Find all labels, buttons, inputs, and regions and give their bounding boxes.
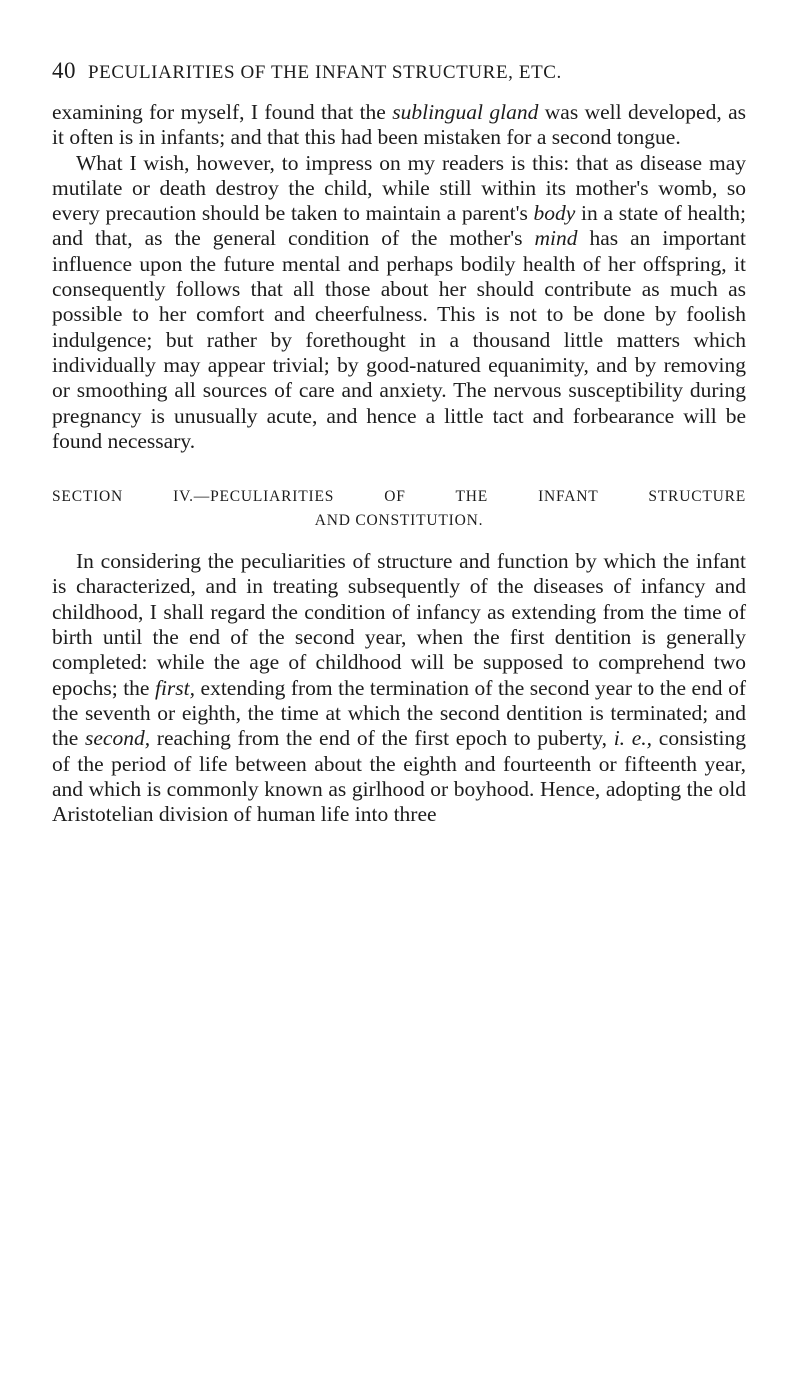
section-heading: [52, 485, 746, 533]
text-run: in a state of health; and that, as the general condition of the mother's: [52, 201, 746, 251]
italic-term: sublingual gland: [392, 100, 539, 124]
text-run: examining for myself, I found that the: [52, 100, 393, 124]
paragraph-3: [52, 549, 746, 827]
text-run: reaching from the end of the first epoch to puberty,: [150, 726, 614, 751]
italic-term: i. e.,: [613, 726, 653, 751]
running-head: [52, 58, 746, 84]
section-heading-line-1: SECTION IV.—PECULIARITIES OF THE INFANT STRUCTURE: [52, 488, 746, 506]
text-run: In considering the peculiarities of structure and function by which the infant is characterized, and in treating subsequently of the diseases of infancy and childhood, I shall regard the condition of infancy as extending from the time of birth until the end of the second year, when the first dentition is generally completed: while the age of childhood will be supposed to comprehend two epochs; the: [52, 549, 746, 700]
text-run: extending from the termination of the second year to the end of the seventh or eighth, the time at which the second dentition is terminated; and the: [52, 675, 746, 751]
running-title: PECULIARITIES OF THE INFANT STRUCTURE, ETC.: [88, 62, 562, 83]
text-run: has an important influence upon the future mental and perhaps bodily health of her offspring, it consequently follows that all those about her should contribute as much as possible to her comfort and cheerfulness. This is not to be done by foolish indulgence; but rather by forethought in a thousand little matters which individually may appear trivial; by good-natured equanimity, and by removing or smoothing all sources of care and anxiety. The nervous susceptibility during pregnancy is unusually acute, and hence a little tact and forbearance will be found necessary.: [52, 226, 746, 453]
text-run: What I wish, however, to impress on my readers is this: that as disease may mutilate or death destroy the child, while still within its mother's womb, so every precaution should be taken to maintain a parent's: [52, 150, 746, 226]
paragraph-2: [52, 151, 746, 455]
italic-term: body: [533, 201, 576, 226]
page-number: 40: [52, 58, 76, 83]
paragraph-1: [52, 100, 746, 151]
section-heading-line-2: AND CONSTITUTION.: [314, 512, 484, 530]
italic-term: mind: [534, 226, 578, 251]
text-run: consisting of the period of life between about the eighth and fourteenth or fifteenth year, and which is commonly known as girlhood or boyhood. Hence, adopting the old Aristotelian division of human life into three: [52, 726, 746, 827]
book-page: [52, 58, 746, 827]
italic-term: first,: [154, 675, 196, 700]
italic-term: second,: [85, 726, 151, 751]
text-run: was well developed, as it often is in infants; and that this had been mistaken for a second tongue.: [52, 100, 747, 150]
